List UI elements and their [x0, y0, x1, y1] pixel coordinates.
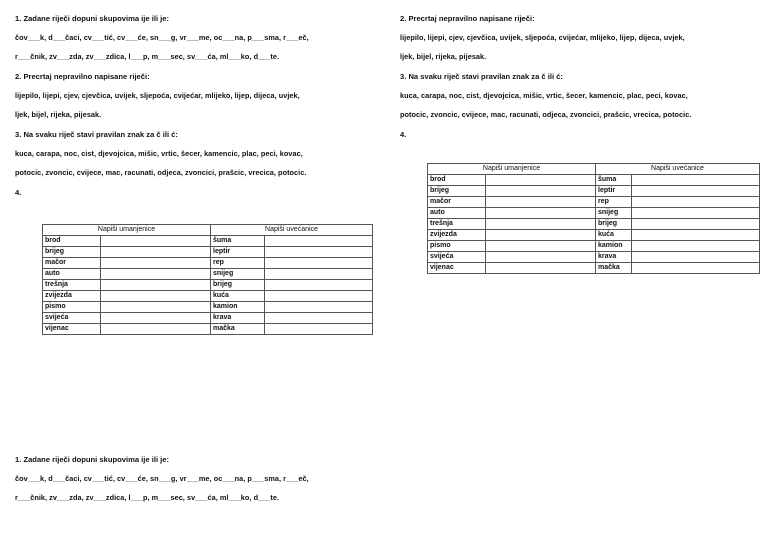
word-to-diminish: mačor: [428, 197, 486, 208]
word-to-augment: kuća: [596, 230, 632, 241]
word-to-augment: rep: [211, 258, 265, 269]
task3-heading: 3. Na svaku riječ stavi pravilan znak za č ili ć:: [400, 72, 563, 81]
table-row: [428, 186, 760, 197]
table-row: [43, 247, 373, 258]
word-to-augment: leptir: [596, 186, 632, 197]
table-row: [428, 263, 760, 274]
task2-line1: lijepilo, lijepi, cjev, cjevčica, uvijek, sljepoća, cvijećar, mlijeko, lijep, dijeca, uvjek,: [15, 91, 300, 100]
word-to-diminish: trešnja: [43, 280, 101, 291]
word-to-diminish: trešnja: [428, 219, 486, 230]
task1-heading: 1. Zadane riječi dopuni skupovima ije ili je:: [15, 14, 170, 23]
answer-cell[interactable]: [632, 197, 760, 208]
task2-heading: 2. Precrtaj nepravilno napisane riječi:: [400, 14, 535, 23]
table-row: [428, 197, 760, 208]
answer-cell[interactable]: [101, 313, 211, 324]
answer-cell[interactable]: [486, 186, 596, 197]
word-to-augment: rep: [596, 197, 632, 208]
word-to-diminish: brod: [428, 175, 486, 186]
word-to-augment: snijeg: [211, 269, 265, 280]
word-to-augment: snijeg: [596, 208, 632, 219]
table-header-augmentatives: Napiši uvećanice: [211, 225, 373, 236]
word-to-diminish: brijeg: [428, 186, 486, 197]
table-row: [428, 175, 760, 186]
answer-cell[interactable]: [486, 219, 596, 230]
word-to-diminish: auto: [43, 269, 101, 280]
answer-cell[interactable]: [632, 252, 760, 263]
answer-cell[interactable]: [486, 175, 596, 186]
answer-cell[interactable]: [632, 230, 760, 241]
bottom-worksheet: [15, 455, 385, 503]
answer-cell[interactable]: [632, 186, 760, 197]
task2-line2: ljek, bijel, rijeka, pijesak.: [15, 110, 102, 119]
word-to-diminish: auto: [428, 208, 486, 219]
table-row: [43, 313, 373, 324]
word-to-augment: krava: [596, 252, 632, 263]
word-to-augment: kamion: [596, 241, 632, 252]
table-row: [428, 208, 760, 219]
word-to-diminish: mačor: [43, 258, 101, 269]
right-word-table: [427, 163, 760, 274]
answer-cell[interactable]: [265, 291, 373, 302]
answer-cell[interactable]: [486, 263, 596, 274]
left-word-table: [42, 224, 373, 335]
table-row: [428, 219, 760, 230]
table-row: [428, 241, 760, 252]
answer-cell[interactable]: [632, 219, 760, 230]
task3-heading: 3. Na svaku riječ stavi pravilan znak za č ili ć:: [15, 130, 178, 139]
word-to-diminish: svijeća: [428, 252, 486, 263]
answer-cell[interactable]: [265, 302, 373, 313]
word-to-augment: šuma: [211, 236, 265, 247]
table-header-augmentatives: Napiši uvećanice: [596, 164, 760, 175]
answer-cell[interactable]: [486, 208, 596, 219]
task1-heading: 1. Zadane riječi dopuni skupovima ije ili je:: [15, 455, 170, 464]
answer-cell[interactable]: [101, 280, 211, 291]
word-to-augment: kamion: [211, 302, 265, 313]
task1-line2: r___čnik, zv___zda, zv___zdica, l___p, m___sec, sv___ća, ml___ko, d___te.: [15, 493, 280, 502]
table-header-diminutives: Napiši umanjenice: [43, 225, 211, 236]
table-row: [43, 291, 373, 302]
table-row: [43, 302, 373, 313]
word-to-diminish: pismo: [428, 241, 486, 252]
word-to-diminish: vijenac: [428, 263, 486, 274]
table-header-diminutives: Napiši umanjenice: [428, 164, 596, 175]
task3-line1: kuca, carapa, noc, cist, djevojcica, mišic, vrtic, šecer, kamencic, plac, peci, kovac,: [400, 91, 688, 100]
right-worksheet: [400, 14, 762, 140]
word-to-diminish: brod: [43, 236, 101, 247]
answer-cell[interactable]: [101, 302, 211, 313]
table-row: [428, 230, 760, 241]
answer-cell[interactable]: [265, 280, 373, 291]
table-row: [428, 252, 760, 263]
task1-line1: čov___k, d___čaci, cv___tić, cv___će, sn___g, vr___me, oc___na, p___sma, r___eč,: [15, 33, 309, 42]
answer-cell[interactable]: [486, 241, 596, 252]
task1-line2: r___čnik, zv___zda, zv___zdica, l___p, m___sec, sv___ća, ml___ko, d___te.: [15, 52, 280, 61]
answer-cell[interactable]: [486, 230, 596, 241]
answer-cell[interactable]: [101, 247, 211, 258]
answer-cell[interactable]: [265, 247, 373, 258]
answer-cell[interactable]: [265, 258, 373, 269]
word-to-diminish: zvijezda: [428, 230, 486, 241]
answer-cell[interactable]: [632, 175, 760, 186]
word-to-diminish: pismo: [43, 302, 101, 313]
answer-cell[interactable]: [265, 313, 373, 324]
answer-cell[interactable]: [101, 236, 211, 247]
task3-line1: kuca, carapa, noc, cist, djevojcica, mišic, vrtic, šecer, kamencic, plac, peci, kovac,: [15, 149, 303, 158]
table-row: [43, 324, 373, 335]
table-row: [43, 236, 373, 247]
table-row: [43, 258, 373, 269]
left-worksheet: [15, 14, 385, 198]
word-to-diminish: vijenac: [43, 324, 101, 335]
answer-cell[interactable]: [486, 252, 596, 263]
answer-cell[interactable]: [265, 236, 373, 247]
task2-line2: ljek, bijel, rijeka, pijesak.: [400, 52, 487, 61]
answer-cell[interactable]: [486, 197, 596, 208]
word-to-diminish: svijeća: [43, 313, 101, 324]
table-row: [43, 280, 373, 291]
word-to-augment: leptir: [211, 247, 265, 258]
answer-cell[interactable]: [632, 263, 760, 274]
task4-heading: 4.: [15, 188, 22, 197]
task3-line2: potocic, zvoncic, cvijece, mac, racunati, odjeca, zvoncici, prašcic, vrecica, potocic.: [15, 168, 307, 177]
word-to-augment: mačka: [596, 263, 632, 274]
answer-cell[interactable]: [632, 241, 760, 252]
answer-cell[interactable]: [101, 324, 211, 335]
table-row: [43, 269, 373, 280]
answer-cell[interactable]: [101, 291, 211, 302]
task2-heading: 2. Precrtaj nepravilno napisane riječi:: [15, 72, 150, 81]
word-to-augment: brijeg: [596, 219, 632, 230]
word-to-augment: kuća: [211, 291, 265, 302]
word-to-diminish: brijeg: [43, 247, 101, 258]
task2-line1: lijepilo, lijepi, cjev, cjevčica, uvijek, sljepoća, cvijećar, mlijeko, lijep, dijeca, uvjek,: [400, 33, 685, 42]
word-to-augment: krava: [211, 313, 265, 324]
answer-cell[interactable]: [101, 269, 211, 280]
answer-cell[interactable]: [632, 208, 760, 219]
answer-cell[interactable]: [265, 269, 373, 280]
answer-cell[interactable]: [101, 258, 211, 269]
answer-cell[interactable]: [265, 324, 373, 335]
word-to-diminish: zvijezda: [43, 291, 101, 302]
word-to-augment: mačka: [211, 324, 265, 335]
word-to-augment: šuma: [596, 175, 632, 186]
task3-line2: potocic, zvoncic, cvijece, mac, racunati, odjeca, zvoncici, prašcic, vrecica, potocic.: [400, 110, 692, 119]
task1-line1: čov___k, d___čaci, cv___tić, cv___će, sn___g, vr___me, oc___na, p___sma, r___eč,: [15, 474, 309, 483]
task4-heading: 4.: [400, 130, 407, 139]
word-to-augment: brijeg: [211, 280, 265, 291]
